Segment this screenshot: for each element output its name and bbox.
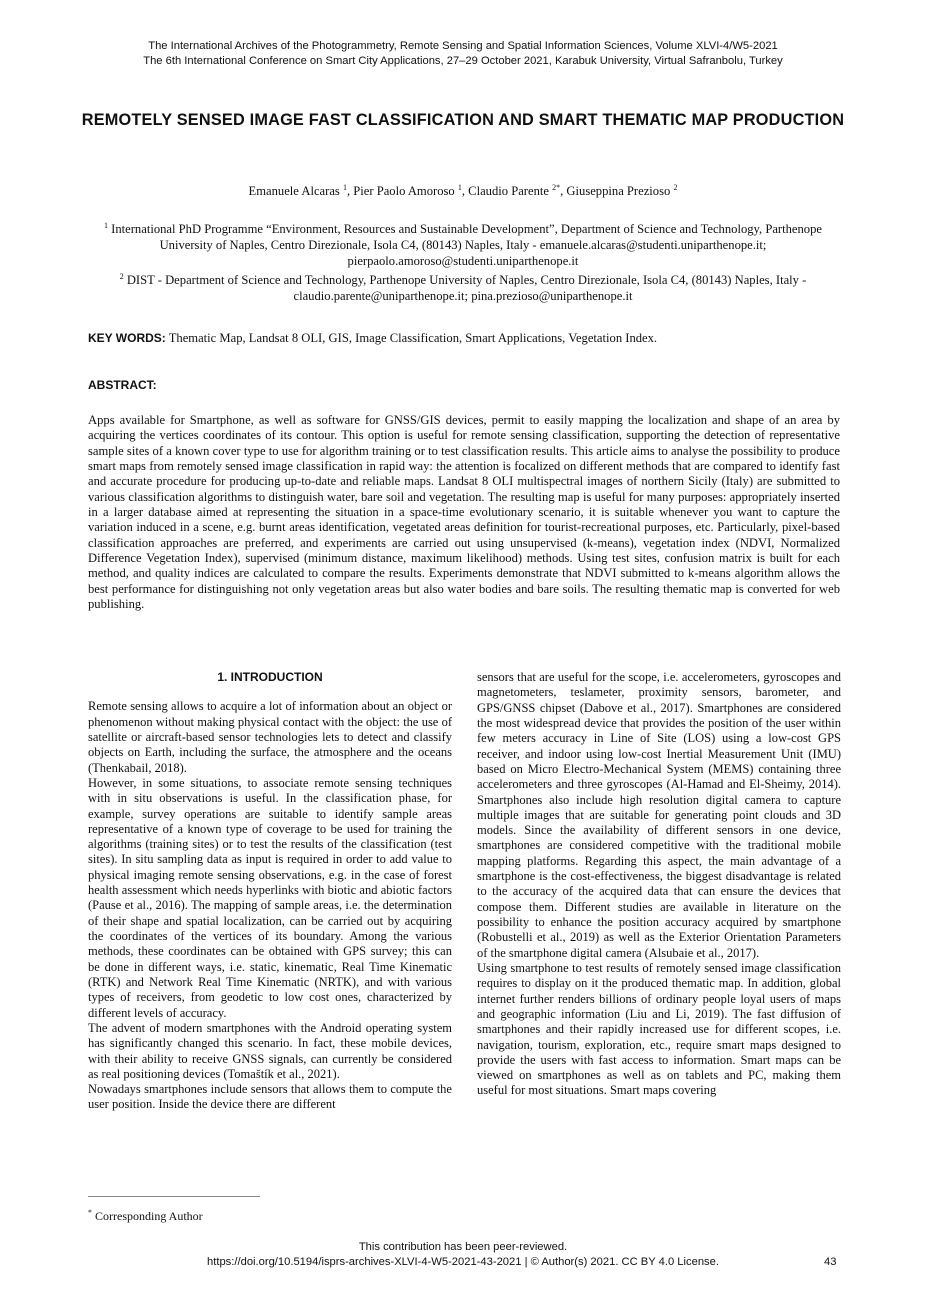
footnote-text: Corresponding Author xyxy=(92,1209,203,1223)
abstract-heading: ABSTRACT: xyxy=(88,378,157,392)
paper-title: REMOTELY SENSED IMAGE FAST CLASSIFICATION AND SMART THEMATIC MAP PRODUCTION xyxy=(81,111,845,129)
paragraph: Remote sensing allows to acquire a lot of information about an object or phenomenon without making physical contact with the object: the use of satellite or aircraft-based sensor technologies lets to detect and classify objects on Earth, including the surface, the atmosphere and the oceans (Thenkabail, 2018). xyxy=(88,699,452,775)
paragraph: Using smartphone to test results of remotely sensed image classification requires to display on it the produced thematic map. In addition, global internet further renders billions of ordinary people loyal users of maps and geographic information (Liu and Li, 2019). The fast diffusion of smartphones and their rapidly increased use for different scopes, i.e. navigation, tourism, exploration, etc., require smart maps designed to provide the users with fast access to information. Smart maps can be viewed on smartphones as well as on tablets and PC, making them useful for most situations. Smart maps covering xyxy=(477,960,841,1098)
footer-doi-link[interactable]: https://doi.org/10.5194/isprs-archives-XLVI-4-W5-2021-43-2021 | © Author(s) 2021. CC BY 4.0 License. xyxy=(207,1256,719,1268)
keywords-label: KEY WORDS: xyxy=(88,331,166,345)
affil-mark: 1 xyxy=(104,221,109,230)
affil-text: DIST - Department of Science and Technology, Parthenope University of Naples, Centro Direzionale, Isola C4, (80143) Naples, Italy - claudio.parente@uniparthenope.it; pina.prezioso@uniparthenope.it xyxy=(123,273,807,304)
page-number: 43 xyxy=(824,1256,837,1268)
footnote-divider xyxy=(88,1196,260,1197)
author-affil-mark: 2 xyxy=(673,183,678,192)
left-column xyxy=(88,670,452,1113)
section-heading-introduction: 1. INTRODUCTION xyxy=(217,670,323,684)
paragraph: sensors that are useful for the scope, i.e. accelerometers, gyroscopes and magnetometers, teslameter, proximity sensors, barometer, and GPS/GNSS chipset (Dabove et al., 2017). Smartphones are considered the most widespread device that provides the position of the user within few meters accuracy in Line of Site (LOS) using a low-cost GPS receiver, and indoor using low-cost Inertial Measurement Unit (IMU) based on Micro Electro-Mechanical System (MEMS) containing three accelerometers and three gyroscopes (Al-Hamad and El-Sheimy, 2014). Smartphones also include high resolution digital camera to capture multiple images that are suitable for generating point clouds and 3D models. Since the availability of different sensors in one device, smartphones are considered competitive with the traditional mobile mapping platforms. Regarding this aspect, the main advantage of a smartphone is the cost-effectiveness, the biggest disadvantage is related to the accuracy of the acquired data that can ensure the devices that compose them. Different studies are available in literature on the possibility to enhance the position accuracy acquired by smartphone (Robustelli et al., 2019) as well as the Exterior Orientation Parameters of the smartphone digital camera (Alsubaie et al., 2017). xyxy=(477,670,841,960)
abstract-text: Apps available for Smartphone, as well as software for GNSS/GIS devices, permit to easily mapping the localization and shape of an area by acquiring the vertices coordinates of its contour. This option is useful for remote sensing classification, supporting the detection of representative sample sites of a known cover type to use for algorithm training or to test classification results. This article aims to analyse the possibility to produce smart maps from remotely sensed image classification in rapid way: the attention is focalized on different methods that are compared to identify fast and accurate procedure for producing up-to-date and reliable maps. Landsat 8 OLI multispectral images of northern Sicily (Italy) are submitted to various classification algorithms to distinguish water, bare soil and vegetation. The resulting map is useful for many purposes: appropriately inserted in a larger database aimed at representing the situation in a space-time evolutionary scenario, it is suitable whenever you want to capture the variation induced in a scene, e.g. burnt areas identification, vegetated areas definition for tourist-recreational purposes, etc. Particularly, pixel-based classification approaches are preferred, and experiments are carried out using unsupervised (k-means), vegetation index (NDVI, Normalized Difference Vegetation Index), supervised (minimum distance, maximum likelihood) methods. Using test sites, confusion matrix is built for each method, and quality indices are calculated to compare the results. Experiments demonstrate that NDVI submitted to k-means algorithm allows the best performance for distinguishing not only vegetation areas but also water bodies and bare soils. The resulting thematic map is converted for web publishing. xyxy=(88,413,840,612)
affil-mark: 2 xyxy=(119,272,124,282)
paragraph: The advent of modern smartphones with the Android operating system has significantly changed this scenario. In fact, these mobile devices, with their ability to receive GNSS signals, can currently be considered as real positioning devices (Tomaštík et al., 2021). xyxy=(88,1020,452,1081)
running-header-conference: The 6th International Conference on Smart City Applications, 27–29 October 2021, Karabuk University, Virtual Safranbolu, Turkey xyxy=(143,55,783,67)
affiliations xyxy=(80,218,846,304)
right-column xyxy=(477,670,841,1099)
author-affil-mark: 2* xyxy=(552,183,561,192)
footnote xyxy=(88,1208,203,1224)
footnote-mark: * xyxy=(88,1208,92,1217)
author-affil-mark: 1 xyxy=(342,183,347,192)
author-list xyxy=(0,183,926,199)
author-affil-mark: 1 xyxy=(457,183,462,192)
author: , Pier Paolo Amoroso xyxy=(346,184,458,199)
author: , Giuseppina Prezioso xyxy=(560,184,674,199)
keywords xyxy=(88,331,657,346)
author: Emanuele Alcaras xyxy=(248,184,343,199)
footer-peer-review: This contribution has been peer-reviewed. xyxy=(358,1241,568,1253)
paragraph: Nowadays smartphones include sensors that allows them to compute the user position. Inside the device there are different xyxy=(88,1082,452,1112)
running-header-journal: The International Archives of the Photogrammetry, Remote Sensing and Spatial Information Sciences, Volume XLVI-4/W5-2021 xyxy=(148,40,778,52)
affiliation-1 xyxy=(80,218,846,269)
author: , Claudio Parente xyxy=(461,184,553,199)
affiliation-2 xyxy=(80,269,846,304)
keywords-text: Thematic Map, Landsat 8 OLI, GIS, Image Classification, Smart Applications, Vegetation Index. xyxy=(165,331,658,345)
paragraph: However, in some situations, to associate remote sensing techniques with in situ observations is useful. In the classification phase, for example, survey operations are suitable to identify sample areas representative of a known type of coverage to be used for training the algorithms (training sites) or to test the results of the classification (test sites). In situ sampling data as input is required in order to add value to physical imaging remote sensing observations, e.g. in the case of forest health assessment which needs hyperlinks with biotic and abiotic factors (Pause et al., 2016). The mapping of sample areas, i.e. the determination of their shape and spatial localization, can be carried out by acquiring the coordinates of the vertices of its boundary. Among the various methods, these coordinates can be obtained with GPS survey; this can be done in different ways, i.e. static, kinematic, Real Time Kinematic (RTK) and Network Real Time Kinematic (NRTK), and with various types of receivers, from geodetic to low cost ones, characterized by different levels of accuracy. xyxy=(88,775,452,1020)
affil-text: International PhD Programme “Environment, Resources and Sustainable Development”, Department of Science and Technology, Parthenope University of Naples, Centro Direzionale, Isola C4, (80143) Naples, Italy - emanuele.alcaras@studenti.uniparthenope.it; pierpaolo.amoroso@studenti.uniparthenope.it xyxy=(108,222,822,269)
